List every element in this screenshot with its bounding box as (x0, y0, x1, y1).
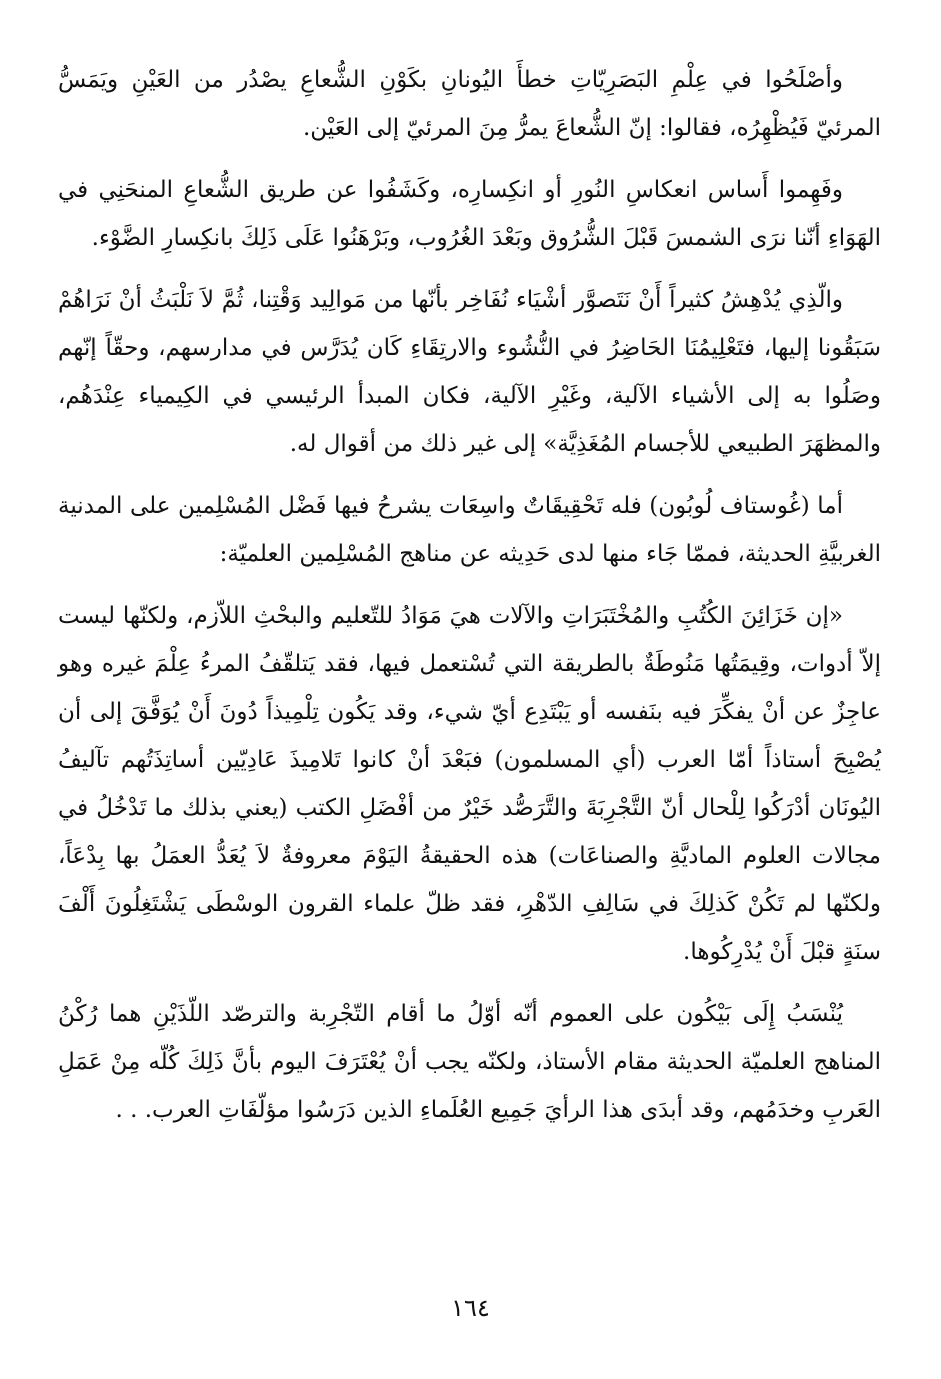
paragraph-evolution: والّذِي يُدْهِشُ كثيراً أَنْ نَتَصوَّر أشْيَاء نُفَاخِر بأنّها من مَوالِيد وَقْتِنا، ثُمَّ لاَ نَلْبَثُ أنْ نَرَاهُمْ سَبَقُونا إليها، فتَعْلِيمُنَا الحَاضِرُ في النُّشُوء والارتِقَاءِ كَان يُدَرَّس في مدارسهم، وحقّاً إنّهم وصَلُوا به إلى الأشياء الآلية، وغَيْرِ الآلية، فكان المبدأ الرئيسي في الكِيمياء عِنْدَهُم، والمظهَرَ الطبيعي للأجسام المُغَذِيَّة» إلى غير ذلك من أقوال له. (58, 287, 881, 457)
paragraph-le-bon-intro: أما (غُوستاف لُوبُون) فله تَحْقِيقَاتٌ واسِعَات يشرحُ فيها فَضْل المُسْلِمين على المدنية الغربيَّةِ الحديثة، فممّا جَاء منها لدى حَدِيثه عن مناهج المُسْلِمين العلميّة: (58, 493, 881, 567)
paragraph-refraction: وفَهِموا أَساس انعكاسِ النُورِ أو انكِسارِه، وكَشَفُوا عن طريق الشُّعاعِ المنحَنِي في الهَوَاءِ أنّنا نرَى الشمسَ قَبْلَ الشُّرُوق وبَعْدَ الغُرُوب، وبَرْهَنُوا عَلَى ذَلِكَ بانكِسارِ الضَّوْء. (58, 177, 881, 251)
page-body (58, 56, 881, 1134)
paragraph-quotation: «إن خَزَائِنَ الكُتُبِ والمُخْتَبَرَاتِ والآلات هيَ مَوَادُ للتّعليم والبحْثِ اللاّزم، ولكنّها ليست إلاّ أدوات، وقِيمَتُها مَنُوطَةٌ بالطريقة التي تُسْتعمل فيها، فقد يَتلقّفُ المرءُ عِلْمَ غيره وهو عاجِزٌ عن أنْ يفكِّرَ فيه بنَفسه أو يَبْتَدِع أيّ شيء، وقد يَكُون تِلْمِيذاً دُونَ أَنْ يُوَفَّقَ إلى أن يُصْبِحَ أستاذاً أمّا العرب (أي المسلمون) فبَعْدَ أنْ كانوا تَلامِيذَ عَادِيّين أساتِذَتُهم تآليفُ اليُونَان أدْرَكُوا لِلْحال أنّ التَّجْرِبَةَ والتَّرَصُّد خَيْرٌ من أفْضَلِ الكتب (يعني بذلك ما تَدْخُلُ في مجالات العلوم الماديَّةِ والصناعَات) هذه الحقيقةُ اليَوْمَ معروفةٌ لاَ يُعَدُّ العمَلُ بها بِدْعَاً، ولكنّها لم تَكُنْ كَذلِكَ في سَالِفِ الدّهْرِ، فقد ظلّ علماء القرون الوسْطَى يَشْتَغِلُونَ أَلْفَ سنَةٍ قبْلَ أَنْ يُدْرِكُوها. (58, 603, 882, 965)
paragraph-optics: وأصْلَحُوا في عِلْمِ البَصَرِيّاتِ خطأَ اليُونانِ بكَوْنِ الشُّعاعِ يصْدُر من العَيْنِ ويَمَسُّ المرئيّ فَيُظْهِرُه، فقالوا: إنّ الشُّعاعَ يمرُّ مِنَ المرئيّ إلى العَيْن. (58, 67, 881, 141)
paragraph-bacon: يُنْسَبُ إِلَى بَيْكُون على العموم أنّه أوّلُ ما أقام التّجْرِبة والترصّد اللّذَيْنِ هما رُكْنُ المناهج العلميّة الحديثة مقام الأستاذ، ولكنّه يجب أنْ يُعْتَرَفَ اليوم بأنَّ ذَلِكَ كُلّه مِنْ عَمَلِ العَربِ وخدَمُهم، وقد أبدَى هذا الرأيَ جَمِيع العُلَماءِ الذين دَرَسُوا مؤلّفَاتِ العرب. . . (58, 1001, 881, 1123)
page-number: ١٦٤ (451, 1294, 490, 1322)
